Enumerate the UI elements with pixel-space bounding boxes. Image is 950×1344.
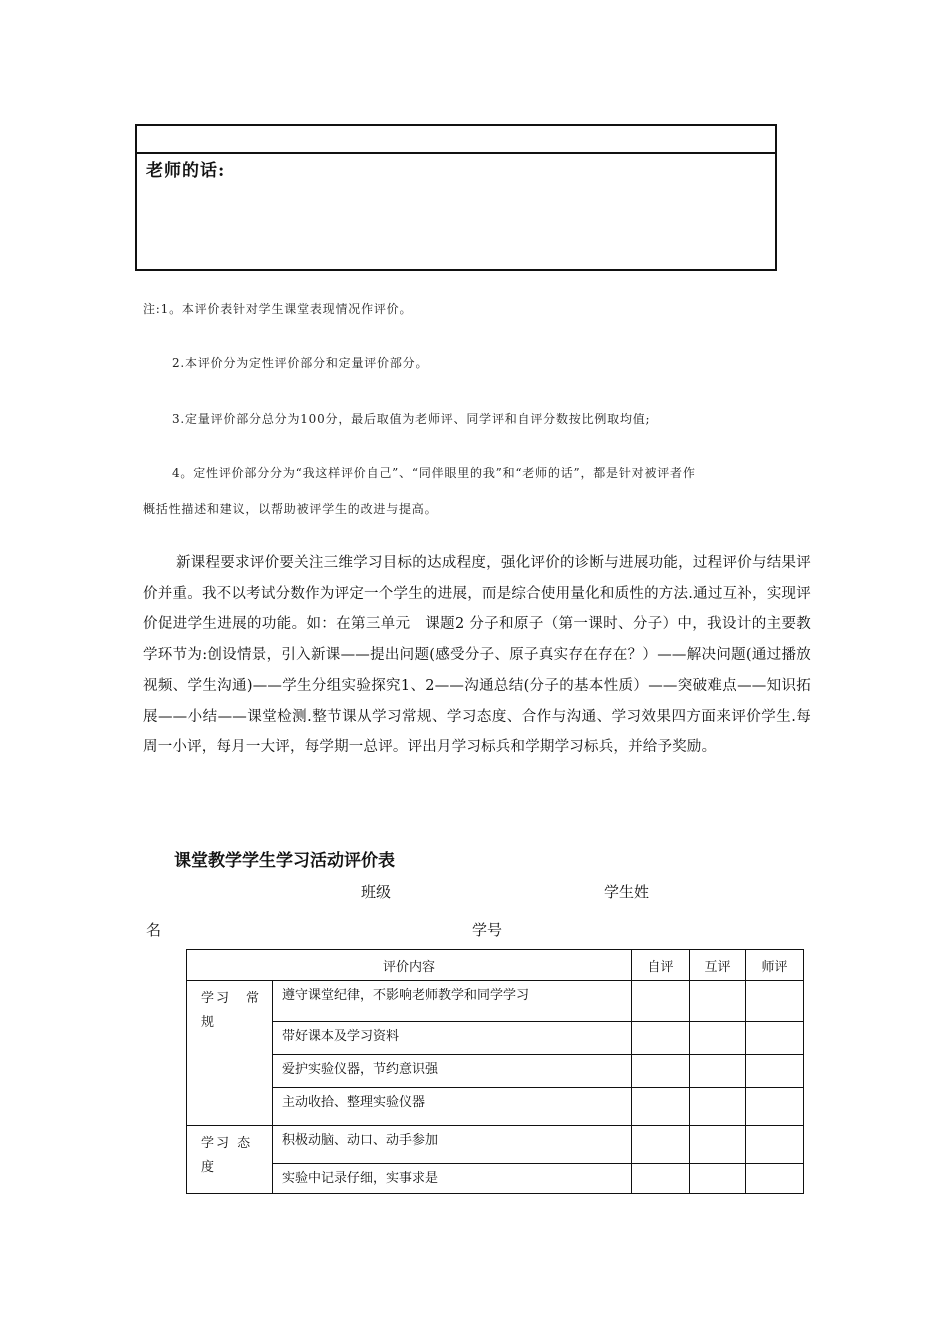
- self-score-cell[interactable]: [632, 981, 690, 1022]
- self-score-cell[interactable]: [632, 1126, 690, 1164]
- note-2: 2.本评价分为定性评价部分和定量评价部分。: [172, 356, 429, 370]
- table-row: [187, 1126, 804, 1164]
- self-score-cell[interactable]: [632, 1088, 690, 1126]
- evaluation-table: [186, 949, 804, 1194]
- teacher-score-cell[interactable]: [746, 981, 804, 1022]
- teacher-score-cell[interactable]: [746, 1088, 804, 1126]
- teacher-score-cell[interactable]: [746, 1126, 804, 1164]
- peer-score-cell[interactable]: [690, 1055, 746, 1088]
- table-row: [187, 1055, 804, 1088]
- item-cell: 主动收拾、整理实验仪器: [273, 1088, 632, 1126]
- teacher-box-top-row: [137, 126, 775, 154]
- item-cell: 积极动脑、动口、动手参加: [273, 1126, 632, 1164]
- header-content: 评价内容: [187, 950, 632, 981]
- table-row: [187, 1088, 804, 1126]
- teacher-score-cell[interactable]: [746, 1164, 804, 1194]
- class-label: 班级: [361, 883, 392, 901]
- note-4: 4。定性评价部分分为“我这样评价自己”、“同伴眼里的我”和“老师的话”，都是针对被评者作: [172, 466, 696, 480]
- teacher-score-cell[interactable]: [746, 1055, 804, 1088]
- form-title: 课堂教学学生学习活动评价表: [174, 851, 395, 871]
- student-name-label: 学生姓: [604, 883, 650, 901]
- table-row: [187, 981, 804, 1022]
- item-cell: 遵守课堂纪律，不影响老师教学和同学学习: [273, 981, 632, 1022]
- item-cell: 爱护实验仪器，节约意识强: [273, 1055, 632, 1088]
- item-cell: 实验中记录仔细，实事求是: [273, 1164, 632, 1194]
- note-4-continued: 概括性描述和建议，以帮助被评学生的改进与提高。: [143, 502, 438, 516]
- peer-score-cell[interactable]: [690, 1022, 746, 1055]
- student-name-label-end: 名: [146, 921, 162, 939]
- header-teacher: 师评: [746, 950, 804, 981]
- table-row: [187, 1022, 804, 1055]
- category-cell: 学习 常规: [187, 981, 273, 1126]
- category-cell: 学习 态度: [187, 1126, 273, 1194]
- body-paragraph: 新课程要求评价要关注三维学习目标的达成程度，强化评价的诊断与进展功能，过程评价与结果评价并重。我不以考试分数作为评定一个学生的进展，而是综合使用量化和质性的方法.通过互补，实现评价促进学生进展的功能。如：在第三单元 课题2 分子和原子（第一课时、分子）中，我设计的主要教学环节为:创设情景，引入新课——提出问题(感受分子、原子真实存在存在？）——解决问题(通过播放视频、学生沟通)——学生分组实验探究1、2——沟通总结(分子的基本性质）——突破难点——知识拓展——小结——课堂检测.整节课从学习常规、学习态度、合作与沟通、学习效果四方面来评价学生.每周一小评，每月一大评，每学期一总评。评出月学习标兵和学期学习标兵，并给予奖励。: [143, 555, 811, 756]
- self-score-cell[interactable]: [632, 1055, 690, 1088]
- peer-score-cell[interactable]: [690, 1088, 746, 1126]
- table-header-row: [187, 950, 804, 981]
- table-row: [187, 1164, 804, 1194]
- peer-score-cell[interactable]: [690, 1164, 746, 1194]
- self-score-cell[interactable]: [632, 1022, 690, 1055]
- teacher-score-cell[interactable]: [746, 1022, 804, 1055]
- header-self: 自评: [632, 950, 690, 981]
- teacher-comment-label: 老师的话:: [146, 161, 226, 181]
- self-score-cell[interactable]: [632, 1164, 690, 1194]
- peer-score-cell[interactable]: [690, 981, 746, 1022]
- teacher-comment-box: [135, 124, 777, 271]
- item-cell: 带好课本及学习资料: [273, 1022, 632, 1055]
- student-number-label: 学号: [472, 921, 503, 939]
- peer-score-cell[interactable]: [690, 1126, 746, 1164]
- note-1: 注:1。本评价表针对学生课堂表现情况作评价。: [143, 302, 413, 316]
- header-peer: 互评: [690, 950, 746, 981]
- note-3: 3.定量评价部分总分为100分，最后取值为老师评、同学评和自评分数按比例取均值;: [172, 412, 651, 426]
